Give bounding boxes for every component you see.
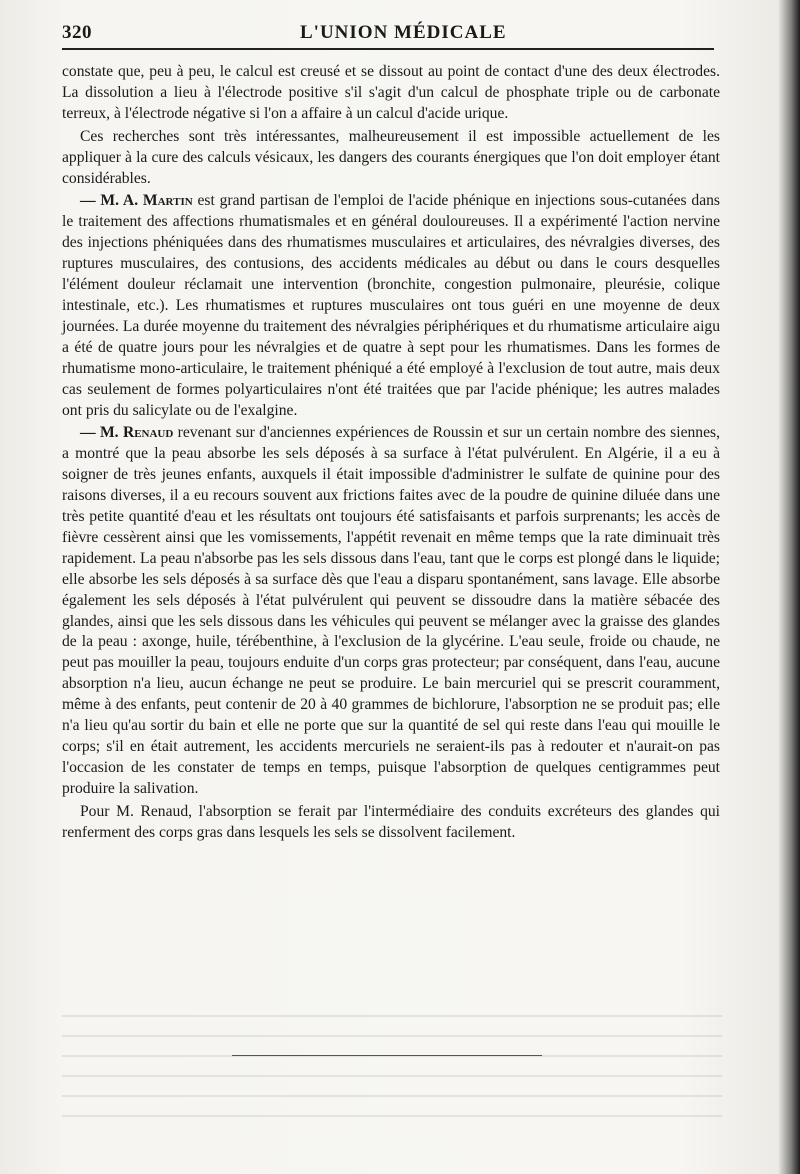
- article-body: [62, 62, 720, 844]
- page-binding-shadow: [778, 0, 800, 1174]
- running-head: L'UNION MÉDICALE: [300, 22, 507, 43]
- paragraph-3-text: est grand partisan de l'emploi de l'acide phénique en injections sous-cutanées dans le traitement des affections rhumatismales et en général douloureuses. Il a expérimenté l'action nervine des injections phéniquées dans des rhumatismes musculaires et articulaires, des névralgies diverses, des ruptures musculaires, des contusions, des accidents médicales au début ou dans le cours desquelles l'élément douleur réclamait une intervention (bronchite, congestion pulmonaire, pleurésie, colique intestinale, etc.). Les rhumatismes et ruptures musculaires ont tous guéri en une moyenne de deux journées. La durée moyenne du traitement des névralgies périphériques et du rhumatisme articulaire aigu a été de quatre jours pour les névralgies et de quatre à sept pour les rhumatismes. Dans les formes de rhumatisme mono-articulaire, le traitement phéniqué a été employé à l'exclusion de tout autre, mais deux cas seulement de formes polyarticulaires n'ont été traitées que par l'acide phénique; les autres malades ont pris du salicylate ou de l'exalgine.: [62, 192, 720, 419]
- paragraph-4-text: revenant sur d'anciennes expériences de Roussin et sur un certain nombre des siennes, a montré que la peau absorbe les sels déposés à sa surface à l'état pulvérulent. En Algérie, il a eu à soigner de très jeunes enfants, auxquels il était impossible d'administrer le sulfate de quinine pour des raisons diverses, il a eu recours souvent aux frictions faites avec de la poudre de quinine diluée dans une très petite quantité d'eau et les résultats ont toujours été satisfaisants et parfois surprenants; les accès de fièvre cessèrent ainsi que les vomissements, l'appétit revenait en même temps que la rate diminuait très rapidement. La peau n'absorbe pas les sels dissous dans l'eau, tant que le corps est plongé dans le liquide; elle absorbe les sels déposés à sa surface dès que l'eau a disparu spontanément, sans lavage. Elle absorbe également les sels déposés à l'état pulvérulent qui peuvent se dissoudre dans la matière sébacée des glandes, ainsi que les sels dissous dans les véhicules qui peuvent se mélanger avec la graisse des glandes de la peau : axonge, huile, térébenthine, à l'exclusion de la glycérine. L'eau seule, froide ou chaude, ne peut pas mouiller la peau, toujours enduite d'un corps gras protecteur; par conséquent, dans l'eau, aucune absorption n'a lieu, aucun échange ne peut se produire. Le bain mercuriel qui se prescrit couramment, même à des enfants, peut contenir de 20 à 40 grammes de bichlorure, l'absorption ne se produit pas; elle n'a lieu qu'au sortir du bain et elle ne porte que sur la quantité de sel qui reste dans l'eau qui mouille le corps; s'il en était autrement, les accidents mercuriels ne seraient-ils pas à redouter et n'aurait-on pas l'occasion de les constater de temps en temps, puisque l'absorption de quelques centigrammes peut produire la salivation.: [62, 424, 720, 797]
- speaker-martin: — M. A. Martin: [80, 192, 193, 210]
- header-rule: [62, 48, 714, 50]
- page-header: [62, 22, 720, 50]
- paragraph-3: [62, 191, 720, 421]
- footer-rule: [232, 1055, 542, 1056]
- paragraph-2: Ces recherches sont très intéressantes, malheureusement il est impossible actuellement de les appliquer à la cure des calculs vésicaux, les dangers des courants énergiques que l'on doit employer étant considérables.: [62, 127, 720, 187]
- paragraph-5: Pour M. Renaud, l'absorption se ferait par l'intermédiaire des conduits excréteurs des glandes qui renferment des corps gras dans lesquels les sels se dissolvent facilement.: [62, 802, 720, 841]
- speaker-renaud: — M. Renaud: [80, 424, 174, 442]
- page-number: 320: [62, 22, 92, 43]
- show-through-texture: [62, 1015, 722, 1135]
- paragraph-1: constate que, peu à peu, le calcul est creusé et se dissout au point de contact d'une des deux électrodes. La dissolution a lieu à l'électrode positive s'il s'agit d'un calcul de phosphate triple ou de carbonate terreux, à l'électrode négative si l'on a affaire à un calcul d'acide urique.: [62, 63, 720, 122]
- paragraph-4: [62, 423, 720, 799]
